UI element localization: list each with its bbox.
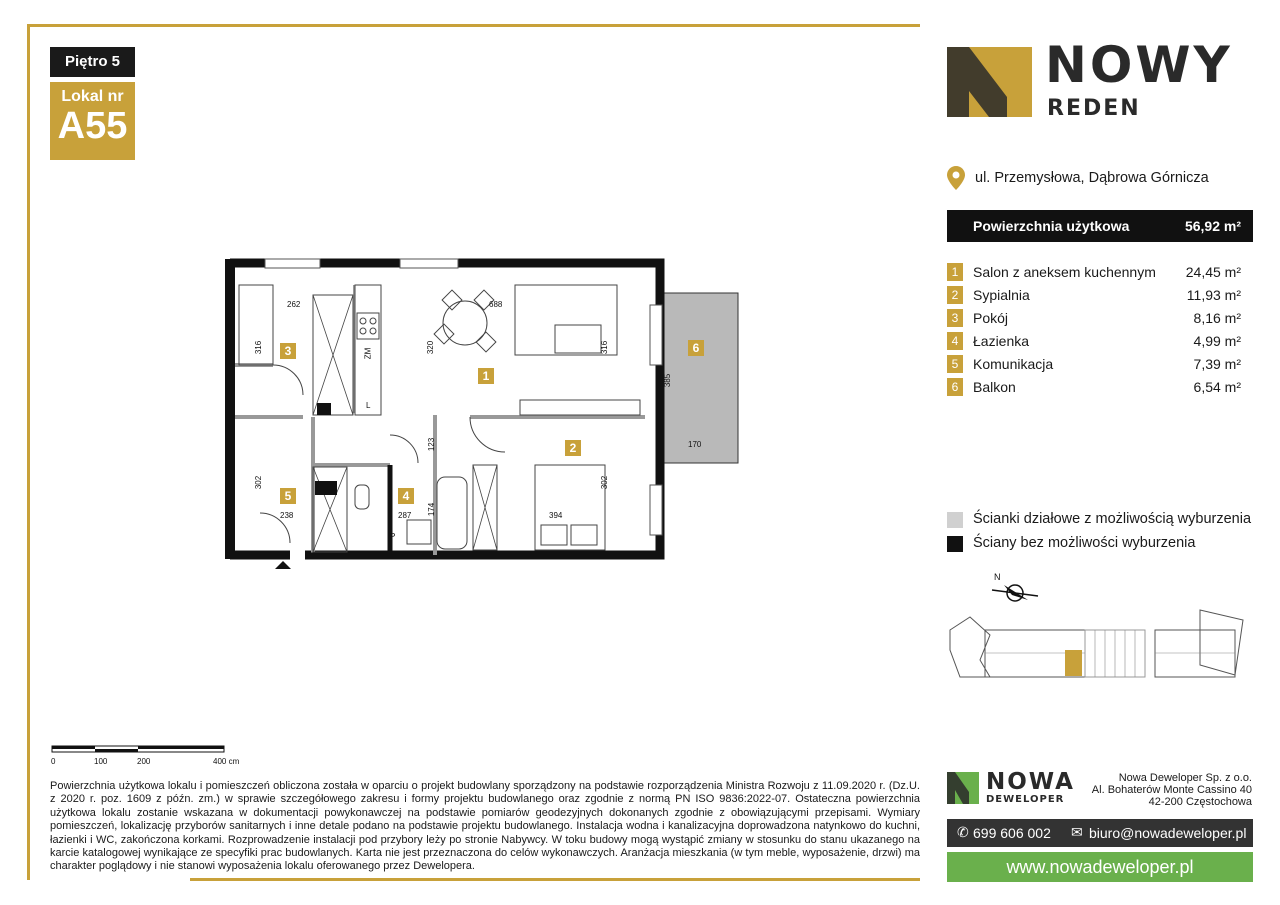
frame-top-line	[27, 24, 920, 27]
scale-100: 100	[94, 757, 108, 766]
room-row	[947, 263, 1247, 283]
logo-reden: REDEN	[1047, 96, 1141, 121]
logo-nowa: NOWA	[986, 769, 1075, 795]
address-text: ul. Przemysłowa, Dąbrowa Górnicza	[975, 170, 1209, 186]
room-name: Łazienka	[973, 333, 1030, 349]
unit-location-marker	[1065, 650, 1082, 676]
unit-number-box	[50, 82, 135, 160]
room-name: Pokój	[973, 310, 1009, 326]
window-2	[400, 259, 458, 268]
dim-123: 123	[427, 437, 437, 452]
room-index: 5	[947, 355, 963, 373]
unit-label: Lokal nr	[61, 88, 124, 105]
dim-170: 170	[688, 440, 702, 449]
unit-number: A55	[57, 105, 128, 147]
developer-address	[1080, 772, 1252, 808]
room-badge-5: 5	[280, 488, 296, 504]
room-index: 3	[947, 309, 963, 327]
window-1	[265, 259, 320, 268]
fixture-p: P	[390, 532, 396, 541]
frame-bottom-line	[190, 878, 920, 881]
site-key-plan	[945, 605, 1250, 685]
bed	[535, 465, 605, 550]
mail-icon: ✉	[1071, 824, 1083, 840]
dim-316-left: 316	[254, 340, 264, 355]
scale-400: 400 cm	[213, 757, 240, 766]
room-badge-2: 2	[565, 440, 581, 456]
location-pin-icon	[947, 166, 965, 190]
room-badge-4: 4	[398, 488, 414, 504]
dim-262: 262	[287, 300, 301, 309]
room-area: 11,93 m²	[1186, 287, 1241, 303]
room-name: Balkon	[973, 379, 1016, 395]
dim-287: 287	[398, 511, 412, 520]
contact-bar	[947, 819, 1253, 847]
logo-nowy: NOWY	[1045, 36, 1233, 94]
dim-302-left: 302	[254, 475, 264, 490]
total-area-value: 56,92 m²	[1184, 218, 1241, 234]
compass-label: N	[994, 572, 1001, 582]
room-name: Sypialnia	[973, 287, 1030, 303]
email-link[interactable]: biuro@nowadeweloper.pl	[1089, 825, 1247, 841]
dim-394: 394	[549, 511, 563, 520]
room-area: 7,39 m²	[1193, 356, 1241, 372]
room-index: 6	[947, 378, 963, 396]
window-3	[650, 305, 662, 365]
room-area: 24,45 m²	[1185, 264, 1241, 280]
company-city: 42-200 Częstochowa	[1148, 796, 1252, 808]
toilet	[355, 485, 369, 509]
room-name: Komunikacja	[973, 356, 1054, 372]
dim-320: 320	[426, 340, 436, 355]
legend-removable-swatch	[947, 512, 963, 528]
total-area-bar	[947, 210, 1253, 242]
room-name: Salon z aneksem kuchennym	[973, 264, 1156, 280]
fixture-l: L	[366, 401, 371, 410]
nowa-deweloper-logo-icon	[947, 772, 979, 804]
legend-removable-text: Ścianki działowe z możliwością wyburzenia	[973, 511, 1252, 527]
room-row	[947, 309, 1247, 329]
window-4	[650, 485, 662, 535]
disclaimer-note: Powierzchnia użytkowa lokalu i pomieszczeń obliczona została w oparciu o projekt budowlany sporządzony na podstawie rozporządzenia Ministra Rozwoju z 11.09.2020 r. (Dz.U. z 2020 r. poz. 1609 z późn. zm.) w sprawie szczegółowego zakresu i formy projektu budowlanego oraz zgodnie z normą PN ISO 9836:2022-07. Ostateczna powierzchnia użytkowa lokalu zostanie wskazana w dokumentacji powykonawczej na podstawie pomiarów geodezyjnych dokonanych zgodnie z obowiązującymi przepisami. Wymiary pomieszczeń, lokalizację przyborów sanitarnych i inne detale podano na podstawie projektu budowlanego. Instalacja wodna i kanalizacyjna doprowadzona natynkowo do kuchni, łazienki i WC, zakończona korkami. Rozprowadzenie instalacji pod przybory leży po stronie Nabywcy. W toku budowy mogą wystąpić zmiany w stosunku do stanu ukazanego na karcie katalogowej wynikające ze specyfiki prac budowlanych. Karta nie jest przeznaczona do celów wykonawczych. Aranżacja mieszkania (w tym meble, wyposażenie, drzwi) ma charakter poglądowy i nie stanowi wyposażenia lokalu oferowanego przez Dewelopera.	[50, 780, 920, 873]
website-link[interactable]: www.nowadeweloper.pl	[947, 852, 1253, 882]
room-index: 4	[947, 332, 963, 350]
bathtub	[437, 477, 467, 549]
room-area: 8,16 m²	[1193, 310, 1241, 326]
room-area: 4,99 m²	[1193, 333, 1241, 349]
room-row	[947, 332, 1247, 352]
room-area: 6,54 m²	[1193, 379, 1241, 395]
scale-0: 0	[51, 757, 56, 766]
logo-deweloper: DEWELOPER	[986, 794, 1065, 805]
legend-fixed-text: Ściany bez możliwości wyburzenia	[973, 535, 1196, 551]
compass-icon	[990, 578, 1040, 608]
dim-688: 688	[489, 300, 503, 309]
room-row	[947, 378, 1247, 398]
dim-316-right: 316	[600, 340, 610, 355]
room-badge-6: 6	[688, 340, 704, 356]
room-badge-3: 3	[280, 343, 296, 359]
dim-302-right: 302	[600, 475, 610, 490]
floor-tag: Piętro 5	[50, 47, 135, 77]
room-row	[947, 355, 1247, 375]
entrance-arrow	[275, 561, 291, 569]
legend-fixed-swatch	[947, 536, 963, 552]
dim-238: 238	[280, 511, 294, 520]
fixture-zm: ZM	[363, 347, 373, 360]
room-index: 2	[947, 286, 963, 304]
dim-385: 385	[663, 373, 673, 388]
floor-plan	[225, 255, 745, 575]
total-area-label: Powierzchnia użytkowa	[973, 218, 1130, 234]
room-index: 1	[947, 263, 963, 281]
phone-number[interactable]: 699 606 002	[973, 825, 1051, 841]
frame-left-line	[27, 24, 30, 880]
room-row	[947, 286, 1247, 306]
scale-200: 200	[137, 757, 151, 766]
nowy-reden-logo-icon	[947, 47, 1032, 117]
company-name: Nowa Deweloper Sp. z o.o.	[1118, 772, 1252, 784]
scale-bar	[50, 744, 230, 754]
company-street: Al. Bohaterów Monte Cassino 40	[1091, 784, 1252, 796]
phone-icon: ✆	[957, 824, 969, 840]
dim-174: 174	[427, 502, 437, 517]
room-badge-1: 1	[478, 368, 494, 384]
